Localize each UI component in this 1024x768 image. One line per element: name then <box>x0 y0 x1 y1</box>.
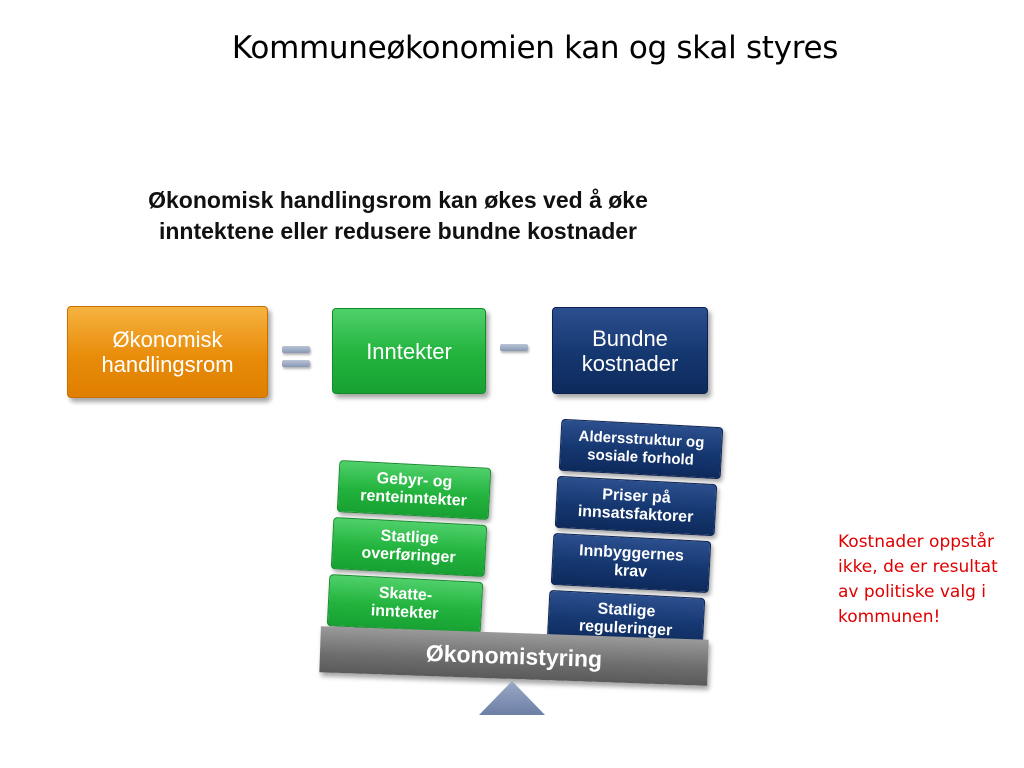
income-item <box>327 574 484 634</box>
income-box-label: Inntekter <box>366 338 452 364</box>
cost-item-line-2: sosiale forhold <box>586 446 695 469</box>
income-item-line-2: inntekter <box>370 602 439 623</box>
income-item-line-1: Gebyr- og <box>376 470 453 491</box>
bound-costs-line-1: Bundne <box>592 325 668 351</box>
cost-item <box>555 476 718 536</box>
economic-room-line-2: handlingsrom <box>101 352 234 377</box>
bound-costs-line-2: kostnader <box>581 350 679 376</box>
cost-item-line-1: Priser på <box>601 486 672 507</box>
cost-item-line-2: reguleringer <box>578 617 673 640</box>
cost-item <box>551 533 712 593</box>
subtitle-line-2: inntektene eller redusere bundne kostnader <box>158 218 638 244</box>
cost-note: Kostnader oppstår ikke, de er resultat av politiske valg i kommunen! <box>838 532 998 627</box>
cost-item-line-1: Aldersstruktur og <box>578 427 705 452</box>
income-box <box>332 308 486 394</box>
income-item <box>331 517 488 577</box>
cost-item-line-1: Statlige <box>597 600 656 621</box>
balance-beam-label: Økonomistyring <box>425 639 603 672</box>
fulcrum-triangle-icon <box>478 680 546 716</box>
economic-room-box <box>67 306 268 398</box>
minus-sign-icon <box>500 344 528 351</box>
income-item-line-1: Statlige <box>380 527 439 548</box>
subtitle-line-1: Økonomisk handlingsrom kan økes ved å øke <box>148 187 648 213</box>
cost-item-line-2: innsatsfaktorer <box>577 502 694 527</box>
income-item <box>337 460 492 520</box>
slide-subtitle <box>88 185 708 247</box>
economic-room-line-1: Økonomisk <box>112 327 223 352</box>
cost-item-line-2: krav <box>613 562 648 581</box>
income-item-line-2: overføringer <box>361 544 457 567</box>
cost-item <box>559 419 723 479</box>
income-item-line-1: Skatte- <box>378 584 433 605</box>
income-item-line-2: renteinntekter <box>359 487 468 510</box>
cost-item-line-1: Innbyggernes <box>578 542 685 565</box>
bound-costs-box <box>552 307 708 394</box>
slide-title: Kommuneøkonomien kan og skal styres <box>231 30 839 66</box>
